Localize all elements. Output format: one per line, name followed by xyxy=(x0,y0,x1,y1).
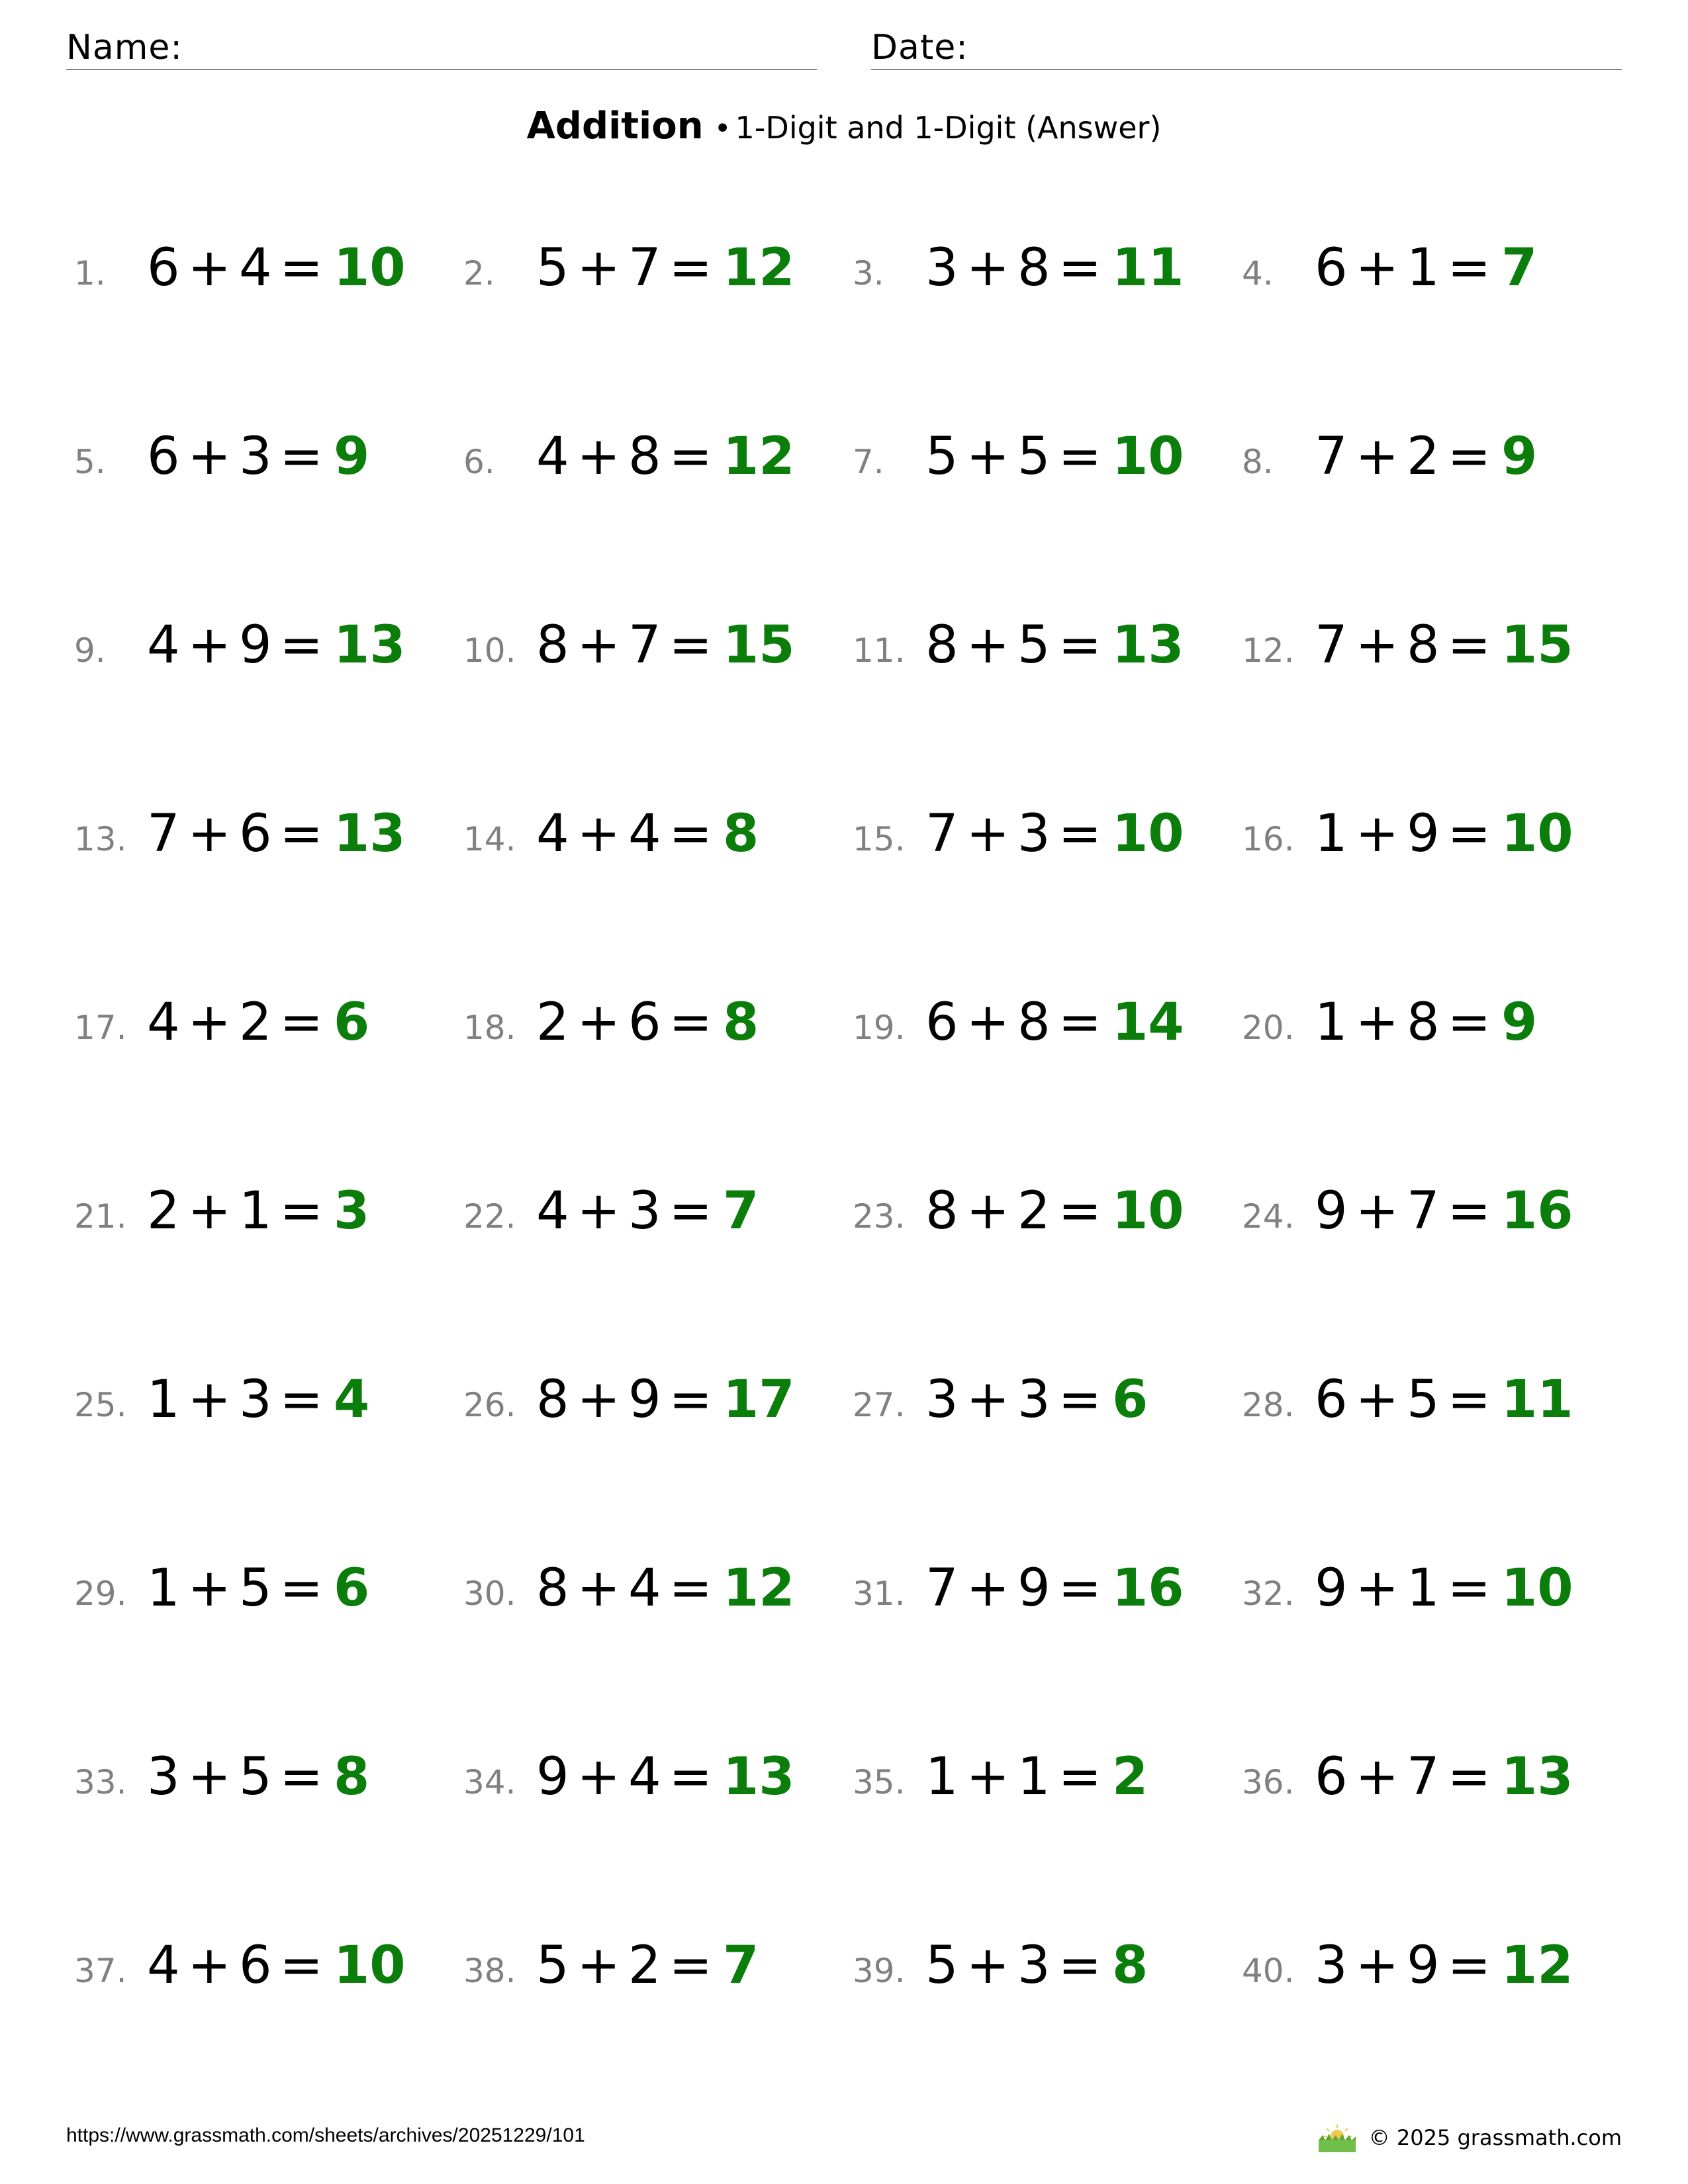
plus-sign: + xyxy=(187,993,231,1052)
problem-number: 31. xyxy=(853,1574,906,1613)
plus-sign: + xyxy=(577,1370,620,1430)
equals-sign: = xyxy=(1058,1559,1102,1618)
addend-a: 8 xyxy=(536,615,569,675)
answer: 10 xyxy=(1112,804,1184,864)
equals-sign: = xyxy=(1447,1747,1491,1807)
answer: 11 xyxy=(1112,238,1184,298)
answer: 10 xyxy=(1501,1559,1573,1618)
addend-b: 7 xyxy=(1407,1181,1440,1241)
addend-a: 8 xyxy=(536,1370,569,1430)
problem-number: 8. xyxy=(1242,443,1274,481)
equals-sign: = xyxy=(1058,615,1102,675)
addend-a: 5 xyxy=(536,1936,569,1995)
problem-number: 38. xyxy=(463,1952,516,1990)
problem-expression xyxy=(925,615,1184,675)
name-field[interactable] xyxy=(66,26,817,70)
equals-sign: = xyxy=(279,1370,323,1430)
plus-sign: + xyxy=(966,1747,1009,1807)
problem-expression xyxy=(925,1936,1148,1995)
plus-sign: + xyxy=(966,993,1009,1052)
problem-expression xyxy=(147,238,406,298)
problem-expression xyxy=(536,1181,759,1241)
grass-sun-icon xyxy=(1316,2122,1358,2154)
problem-expression xyxy=(925,1747,1148,1807)
equals-sign: = xyxy=(1058,1370,1102,1430)
addend-b: 6 xyxy=(628,993,661,1052)
answer: 8 xyxy=(723,993,759,1052)
addend-b: 4 xyxy=(628,1747,661,1807)
problem-number: 24. xyxy=(1242,1197,1295,1236)
title-main: Addition xyxy=(526,105,704,148)
addend-a: 8 xyxy=(925,615,959,675)
addend-a: 8 xyxy=(925,1181,959,1241)
addend-b: 2 xyxy=(1017,1181,1051,1241)
problem-number: 25. xyxy=(74,1386,127,1424)
problem-number: 15. xyxy=(853,820,906,858)
equals-sign: = xyxy=(669,993,712,1052)
addend-b: 5 xyxy=(1017,427,1051,486)
problem-grid xyxy=(74,226,1630,2119)
addend-b: 8 xyxy=(1407,993,1440,1052)
equals-sign: = xyxy=(669,615,712,675)
problem-number: 7. xyxy=(853,443,884,481)
plus-sign: + xyxy=(1355,427,1399,486)
equals-sign: = xyxy=(1058,1936,1102,1995)
addend-b: 9 xyxy=(239,615,272,675)
plus-sign: + xyxy=(1355,804,1399,864)
answer: 10 xyxy=(334,238,406,298)
problem-number: 22. xyxy=(463,1197,516,1236)
answer: 10 xyxy=(1112,1181,1184,1241)
answer: 4 xyxy=(334,1370,370,1430)
addend-a: 7 xyxy=(1315,427,1348,486)
problem-number: 39. xyxy=(853,1952,906,1990)
plus-sign: + xyxy=(966,1181,1009,1241)
addend-a: 2 xyxy=(536,993,569,1052)
plus-sign: + xyxy=(966,1936,1009,1995)
problem-number: 34. xyxy=(463,1763,516,1801)
plus-sign: + xyxy=(577,1181,620,1241)
addend-b: 2 xyxy=(1407,427,1440,486)
worksheet-title xyxy=(0,105,1688,148)
addend-a: 4 xyxy=(536,427,569,486)
answer: 17 xyxy=(723,1370,795,1430)
name-label: Name: xyxy=(66,28,183,68)
addend-a: 4 xyxy=(147,615,180,675)
answer: 13 xyxy=(723,1747,795,1807)
problem-expression xyxy=(1315,804,1573,864)
addend-a: 1 xyxy=(147,1559,180,1618)
problem-number: 18. xyxy=(463,1009,516,1047)
problem-expression xyxy=(147,1370,369,1430)
problem-expression xyxy=(925,427,1184,486)
answer: 10 xyxy=(1112,427,1184,486)
problem-expression xyxy=(1315,427,1537,486)
problem-number: 3. xyxy=(853,254,884,293)
problem-expression xyxy=(925,804,1184,864)
addend-b: 6 xyxy=(239,804,272,864)
addend-a: 7 xyxy=(147,804,180,864)
equals-sign: = xyxy=(669,238,712,298)
problem-number: 1. xyxy=(74,254,106,293)
addend-b: 8 xyxy=(628,427,661,486)
plus-sign: + xyxy=(1355,993,1399,1052)
equals-sign: = xyxy=(1058,427,1102,486)
problem-expression xyxy=(147,1181,369,1241)
addend-a: 7 xyxy=(1315,615,1348,675)
equals-sign: = xyxy=(1447,1559,1491,1618)
addend-a: 4 xyxy=(536,804,569,864)
footer-url[interactable]: https://www.grassmath.com/sheets/archives/20251229/101 xyxy=(66,2124,585,2146)
problem-expression xyxy=(536,804,759,864)
equals-sign: = xyxy=(1447,238,1491,298)
addend-b: 7 xyxy=(1407,1747,1440,1807)
plus-sign: + xyxy=(577,238,620,298)
plus-sign: + xyxy=(187,804,231,864)
answer: 12 xyxy=(723,427,795,486)
answer: 6 xyxy=(334,1559,370,1618)
answer: 9 xyxy=(334,427,370,486)
problem-expression xyxy=(925,993,1184,1052)
addend-a: 5 xyxy=(925,1936,959,1995)
plus-sign: + xyxy=(187,1181,231,1241)
plus-sign: + xyxy=(966,238,1009,298)
addend-a: 3 xyxy=(147,1747,180,1807)
problem-expression xyxy=(925,1370,1148,1430)
equals-sign: = xyxy=(669,427,712,486)
problem-number: 33. xyxy=(74,1763,127,1801)
answer: 10 xyxy=(334,1936,406,1995)
answer: 7 xyxy=(1501,238,1538,298)
plus-sign: + xyxy=(966,1559,1009,1618)
problem-expression xyxy=(1315,993,1537,1052)
problem-number: 17. xyxy=(74,1009,127,1047)
equals-sign: = xyxy=(1447,615,1491,675)
addend-b: 4 xyxy=(239,238,272,298)
addend-a: 3 xyxy=(925,1370,959,1430)
copyright-text: © 2025 grassmath.com xyxy=(1368,2125,1622,2150)
equals-sign: = xyxy=(669,804,712,864)
plus-sign: + xyxy=(577,1747,620,1807)
addend-a: 2 xyxy=(147,1181,180,1241)
plus-sign: + xyxy=(1355,238,1399,298)
addend-b: 1 xyxy=(239,1181,272,1241)
problem-expression xyxy=(536,993,759,1052)
equals-sign: = xyxy=(279,238,323,298)
plus-sign: + xyxy=(966,615,1009,675)
addend-a: 3 xyxy=(925,238,959,298)
answer: 13 xyxy=(1112,615,1184,675)
addend-b: 6 xyxy=(239,1936,272,1995)
plus-sign: + xyxy=(577,1936,620,1995)
plus-sign: + xyxy=(577,993,620,1052)
addend-b: 8 xyxy=(1017,993,1051,1052)
answer: 6 xyxy=(334,993,370,1052)
problem-number: 30. xyxy=(463,1574,516,1613)
problem-number: 28. xyxy=(1242,1386,1295,1424)
answer: 15 xyxy=(723,615,795,675)
problem-number: 2. xyxy=(463,254,495,293)
answer: 3 xyxy=(334,1181,370,1241)
addend-b: 5 xyxy=(239,1559,272,1618)
answer: 16 xyxy=(1501,1181,1573,1241)
problem-expression xyxy=(536,1370,795,1430)
problem-expression xyxy=(925,1181,1184,1241)
answer: 8 xyxy=(723,804,759,864)
addend-a: 5 xyxy=(536,238,569,298)
equals-sign: = xyxy=(279,615,323,675)
addend-b: 9 xyxy=(1017,1559,1051,1618)
equals-sign: = xyxy=(279,427,323,486)
problem-number: 21. xyxy=(74,1197,127,1236)
addend-a: 5 xyxy=(925,427,959,486)
problem-expression xyxy=(1315,1559,1573,1618)
problem-number: 37. xyxy=(74,1952,127,1990)
problem-number: 19. xyxy=(853,1009,906,1047)
answer: 15 xyxy=(1501,615,1573,675)
addend-a: 9 xyxy=(1315,1559,1348,1618)
problem-expression xyxy=(147,427,369,486)
addend-a: 6 xyxy=(1315,238,1348,298)
problem-expression xyxy=(536,427,795,486)
addend-b: 5 xyxy=(1017,615,1051,675)
addend-a: 1 xyxy=(1315,804,1348,864)
problem-number: 23. xyxy=(853,1197,906,1236)
addend-a: 8 xyxy=(536,1559,569,1618)
footer-copyright xyxy=(1316,2122,1622,2154)
addend-b: 1 xyxy=(1017,1747,1051,1807)
problem-expression xyxy=(1315,1370,1573,1430)
problem-number: 16. xyxy=(1242,820,1295,858)
answer: 13 xyxy=(334,615,406,675)
addend-a: 3 xyxy=(1315,1936,1348,1995)
addend-a: 6 xyxy=(925,993,959,1052)
addend-b: 3 xyxy=(1017,804,1051,864)
problem-number: 9. xyxy=(74,631,106,670)
answer: 14 xyxy=(1112,993,1184,1052)
addend-b: 8 xyxy=(1407,615,1440,675)
addend-a: 6 xyxy=(147,238,180,298)
plus-sign: + xyxy=(966,1370,1009,1430)
answer: 8 xyxy=(1112,1936,1149,1995)
plus-sign: + xyxy=(187,1936,231,1995)
equals-sign: = xyxy=(279,804,323,864)
answer: 7 xyxy=(723,1181,759,1241)
problem-number: 10. xyxy=(463,631,516,670)
equals-sign: = xyxy=(669,1747,712,1807)
addend-b: 1 xyxy=(1407,238,1440,298)
equals-sign: = xyxy=(279,1181,323,1241)
answer: 6 xyxy=(1112,1370,1149,1430)
problem-number: 40. xyxy=(1242,1952,1295,1990)
addend-b: 3 xyxy=(1017,1936,1051,1995)
problem-expression xyxy=(147,1559,369,1618)
title-subtitle: 1-Digit and 1-Digit (Answer) xyxy=(735,110,1162,146)
addend-b: 8 xyxy=(1017,238,1051,298)
addend-a: 6 xyxy=(1315,1747,1348,1807)
addend-a: 7 xyxy=(925,804,959,864)
plus-sign: + xyxy=(577,804,620,864)
problem-number: 5. xyxy=(74,443,106,481)
problem-expression xyxy=(536,615,795,675)
problem-number: 26. xyxy=(463,1386,516,1424)
addend-a: 6 xyxy=(1315,1370,1348,1430)
answer: 7 xyxy=(723,1936,759,1995)
addend-b: 9 xyxy=(1407,804,1440,864)
equals-sign: = xyxy=(669,1936,712,1995)
plus-sign: + xyxy=(1355,1370,1399,1430)
addend-a: 7 xyxy=(925,1559,959,1618)
equals-sign: = xyxy=(669,1370,712,1430)
addend-b: 2 xyxy=(239,993,272,1052)
plus-sign: + xyxy=(966,427,1009,486)
problem-expression xyxy=(147,1936,406,1995)
addend-b: 7 xyxy=(628,238,661,298)
plus-sign: + xyxy=(1355,1747,1399,1807)
problem-number: 36. xyxy=(1242,1763,1295,1801)
equals-sign: = xyxy=(1447,1181,1491,1241)
problem-expression xyxy=(536,1559,795,1618)
answer: 9 xyxy=(1501,993,1538,1052)
addend-b: 4 xyxy=(628,804,661,864)
addend-b: 7 xyxy=(628,615,661,675)
plus-sign: + xyxy=(187,238,231,298)
addend-b: 1 xyxy=(1407,1559,1440,1618)
problem-expression xyxy=(147,993,369,1052)
plus-sign: + xyxy=(187,1370,231,1430)
equals-sign: = xyxy=(1058,993,1102,1052)
plus-sign: + xyxy=(577,1559,620,1618)
plus-sign: + xyxy=(187,1747,231,1807)
addend-a: 9 xyxy=(536,1747,569,1807)
problem-number: 20. xyxy=(1242,1009,1295,1047)
problem-expression xyxy=(1315,615,1573,675)
date-label: Date: xyxy=(871,28,968,68)
addend-b: 9 xyxy=(1407,1936,1440,1995)
addend-b: 3 xyxy=(239,1370,272,1430)
addend-b: 3 xyxy=(1017,1370,1051,1430)
problem-number: 27. xyxy=(853,1386,906,1424)
plus-sign: + xyxy=(1355,1559,1399,1618)
problem-expression xyxy=(1315,1747,1573,1807)
answer: 11 xyxy=(1501,1370,1573,1430)
date-field[interactable] xyxy=(871,26,1622,70)
answer: 8 xyxy=(334,1747,370,1807)
addend-b: 2 xyxy=(628,1936,661,1995)
problem-number: 32. xyxy=(1242,1574,1295,1613)
problem-expression xyxy=(147,804,406,864)
title-bullet: • xyxy=(714,112,731,146)
problem-number: 4. xyxy=(1242,254,1274,293)
answer: 13 xyxy=(1501,1747,1573,1807)
answer: 12 xyxy=(723,1559,795,1618)
problem-expression xyxy=(925,238,1184,298)
plus-sign: + xyxy=(966,804,1009,864)
equals-sign: = xyxy=(279,993,323,1052)
equals-sign: = xyxy=(279,1936,323,1995)
addend-b: 3 xyxy=(239,427,272,486)
addend-a: 1 xyxy=(925,1747,959,1807)
equals-sign: = xyxy=(1447,993,1491,1052)
addend-a: 1 xyxy=(1315,993,1348,1052)
problem-number: 14. xyxy=(463,820,516,858)
problem-expression xyxy=(925,1559,1184,1618)
problem-number: 29. xyxy=(74,1574,127,1613)
addend-b: 5 xyxy=(1407,1370,1440,1430)
plus-sign: + xyxy=(577,427,620,486)
problem-number: 13. xyxy=(74,820,127,858)
answer: 12 xyxy=(1501,1936,1573,1995)
addend-b: 4 xyxy=(628,1559,661,1618)
equals-sign: = xyxy=(669,1181,712,1241)
problem-expression xyxy=(147,615,406,675)
addend-b: 9 xyxy=(628,1370,661,1430)
problem-expression xyxy=(1315,1936,1573,1995)
answer: 16 xyxy=(1112,1559,1184,1618)
equals-sign: = xyxy=(1058,238,1102,298)
plus-sign: + xyxy=(577,615,620,675)
plus-sign: + xyxy=(1355,1936,1399,1995)
problem-expression xyxy=(147,1747,369,1807)
answer: 10 xyxy=(1501,804,1573,864)
plus-sign: + xyxy=(1355,615,1399,675)
problem-number: 12. xyxy=(1242,631,1295,670)
addend-a: 4 xyxy=(147,993,180,1052)
equals-sign: = xyxy=(1447,804,1491,864)
answer: 2 xyxy=(1112,1747,1149,1807)
plus-sign: + xyxy=(1355,1181,1399,1241)
plus-sign: + xyxy=(187,427,231,486)
equals-sign: = xyxy=(1447,1936,1491,1995)
equals-sign: = xyxy=(1058,804,1102,864)
addend-b: 5 xyxy=(239,1747,272,1807)
equals-sign: = xyxy=(669,1559,712,1618)
answer: 9 xyxy=(1501,427,1538,486)
problem-number: 11. xyxy=(853,631,906,670)
problem-expression xyxy=(536,1936,759,1995)
problem-expression xyxy=(536,238,795,298)
problem-number: 6. xyxy=(463,443,495,481)
equals-sign: = xyxy=(1447,1370,1491,1430)
addend-a: 6 xyxy=(147,427,180,486)
addend-a: 9 xyxy=(1315,1181,1348,1241)
answer: 12 xyxy=(723,238,795,298)
answer: 13 xyxy=(334,804,406,864)
equals-sign: = xyxy=(279,1559,323,1618)
problem-expression xyxy=(536,1747,795,1807)
equals-sign: = xyxy=(1058,1747,1102,1807)
plus-sign: + xyxy=(187,615,231,675)
addend-b: 3 xyxy=(628,1181,661,1241)
problem-number: 35. xyxy=(853,1763,906,1801)
plus-sign: + xyxy=(187,1559,231,1618)
equals-sign: = xyxy=(279,1747,323,1807)
addend-a: 4 xyxy=(147,1936,180,1995)
equals-sign: = xyxy=(1058,1181,1102,1241)
problem-expression xyxy=(1315,1181,1573,1241)
addend-a: 4 xyxy=(536,1181,569,1241)
equals-sign: = xyxy=(1447,427,1491,486)
problem-expression xyxy=(1315,238,1537,298)
addend-a: 1 xyxy=(147,1370,180,1430)
